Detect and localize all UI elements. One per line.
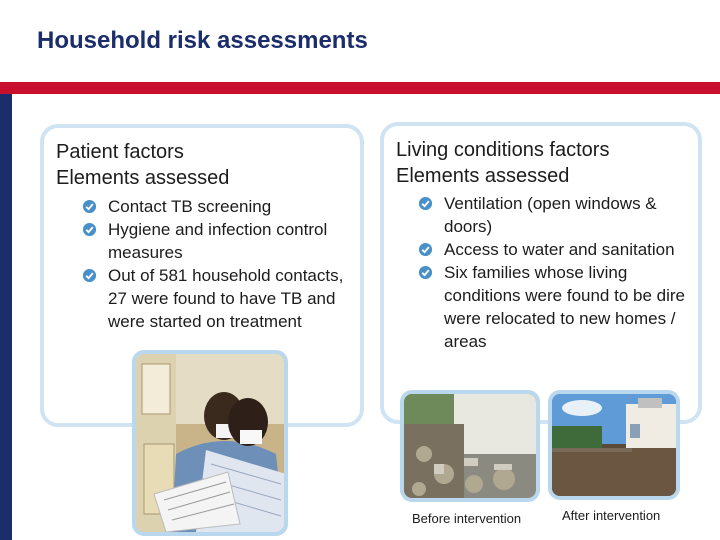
- check-circle-icon: [82, 199, 97, 214]
- assessment-photo-illustration: [136, 354, 284, 532]
- bullet-text: Access to water and sanitation: [444, 240, 675, 259]
- bullet-text: Hygiene and infection control measures: [108, 220, 328, 262]
- living-heading-line2: Elements assessed: [396, 165, 570, 187]
- bullet-text: Ventilation (open windows & doors): [444, 194, 657, 236]
- living-conditions-panel: [380, 122, 702, 424]
- bullet-item: [418, 192, 690, 238]
- after-caption: After intervention: [562, 508, 661, 523]
- bullet-item: [418, 261, 690, 353]
- header-divider: [0, 82, 720, 94]
- bullet-item: [82, 218, 352, 264]
- patient-bullet-list: [82, 195, 352, 333]
- check-circle-icon: [82, 222, 97, 237]
- before-photo-illustration: [404, 394, 536, 498]
- before-caption: Before intervention: [412, 511, 522, 526]
- bullet-text: Out of 581 household contacts, 27 were found to have TB and were started on treatment: [108, 266, 344, 331]
- after-intervention-photo: [548, 390, 680, 500]
- bullet-item: [82, 264, 352, 333]
- check-circle-icon: [418, 242, 433, 257]
- before-intervention-photo: [400, 390, 540, 502]
- living-panel-heading: [396, 137, 609, 189]
- bullet-text: Six families whose living conditions were found to be dire were relocated to new homes / areas: [444, 263, 685, 351]
- patient-panel-heading: [56, 139, 229, 191]
- patient-heading-line1: Patient factors: [56, 141, 184, 163]
- slide-title: Household risk assessments: [37, 27, 368, 54]
- check-circle-icon: [418, 265, 433, 280]
- check-circle-icon: [418, 196, 433, 211]
- bullet-text: Contact TB screening: [108, 197, 272, 216]
- side-stripe: [0, 94, 12, 540]
- living-bullet-list: [418, 192, 690, 353]
- check-circle-icon: [82, 268, 97, 283]
- living-heading-line1: Living conditions factors: [396, 139, 610, 161]
- bullet-item: [82, 195, 352, 218]
- bullet-item: [418, 238, 690, 261]
- after-photo-illustration: [552, 394, 676, 496]
- patient-heading-line2: Elements assessed: [56, 167, 230, 189]
- assessment-photo: [132, 350, 288, 536]
